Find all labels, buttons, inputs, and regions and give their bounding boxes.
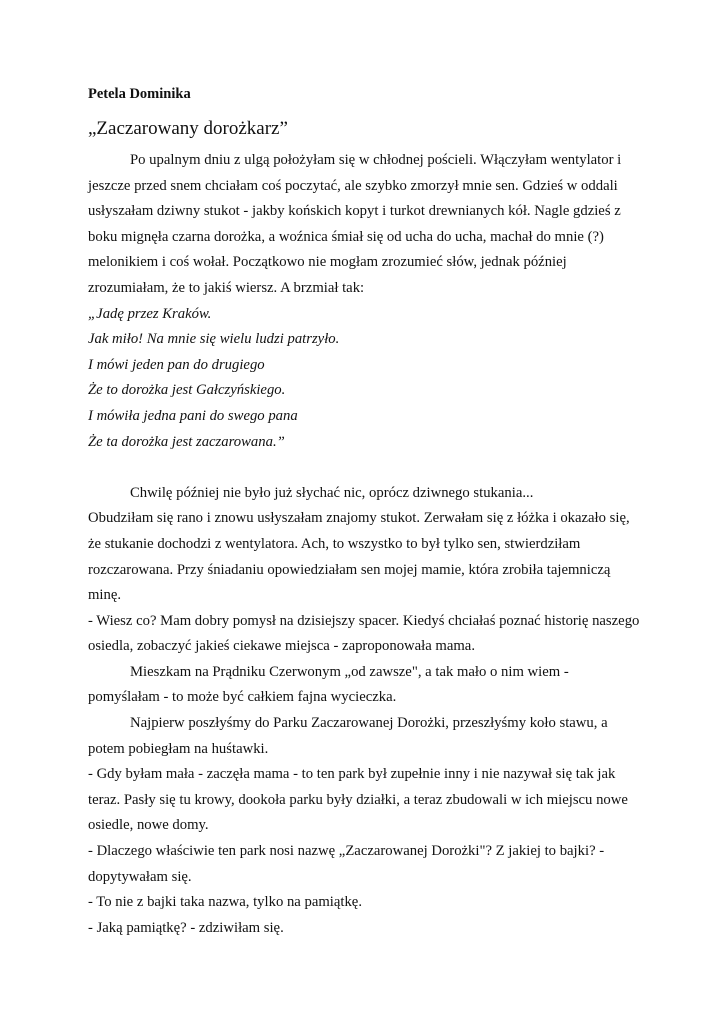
text-line: dopytywałam się. [88, 868, 192, 885]
poem-line: Że ta dorożka jest zaczarowana.” [88, 433, 285, 450]
text-line: - Dlaczego właściwie ten park nosi nazwę „Zaczarowanej Dorożki"? Z jakiej to bajki? - [88, 843, 605, 860]
text-line: minę. [88, 587, 122, 604]
text-line: pomyślałam - to może być całkiem fajna wycieczka. [88, 689, 397, 706]
text-line: Chwilę później nie było już słychać nic, oprócz dziwnego stukania... [130, 484, 534, 501]
document-body [88, 148, 640, 941]
document-title: „Zaczarowany dorożkarz” [88, 118, 288, 139]
text-line: Mieszkam na Prądniku Czerwonym „od zawsze", a tak mało o nim wiem - [130, 663, 569, 680]
text-line: osiedle, nowe domy. [88, 817, 209, 834]
text-line: zrozumiałam, że to jakiś wiersz. A brzmiał tak: [88, 279, 365, 296]
text-line: Po upalnym dniu z ulgą położyłam się w chłodnej pościeli. Włączyłam wentylator i [130, 152, 622, 168]
text-line: - Wiesz co? Mam dobry pomysł na dzisiejszy spacer. Kiedyś chciałaś poznać historię naszego [88, 612, 640, 629]
text-line: Obudziłam się rano i znowu usłyszałam znajomy stukot. Zerwałam się z łóżka i okazało się, [88, 510, 630, 527]
blank-line [88, 455, 640, 481]
text-line: boku mignęła czarna dorożka, a woźnica śmiał się od ucha do ucha, machał do mnie (?) [88, 228, 604, 245]
text-line: - Jaką pamiątkę? - zdziwiłam się. [88, 919, 284, 936]
poem-line: Jak miło! Na mnie się wielu ludzi patrzyło. [88, 331, 340, 348]
text-line: osiedla, zobaczyć jakieś ciekawe miejsca - zaproponowała mama. [88, 638, 475, 655]
poem-line: „Jadę przez Kraków. [88, 305, 212, 322]
text-line: teraz. Pasły się tu krowy, dookoła parku były działki, a teraz zbudowali w ich miejscu nowe [88, 791, 628, 808]
text-line: - To nie z bajki taka nazwa, tylko na pamiątkę. [88, 894, 362, 911]
poem-line: I mówi jeden pan do drugiego [88, 356, 265, 373]
author-name: Petela Dominika [88, 86, 191, 102]
text-line: że stukanie dochodzi z wentylatora. Ach, to wszystko to był tylko sen, stwierdziłam [88, 535, 581, 552]
text-line: - Gdy byłam mała - zaczęła mama - to ten park był zupełnie inny i nie nazywał się tak jak [88, 766, 616, 783]
text-line: jeszcze przed snem chciałam coś poczytać, ale szybko zmorzył mnie sen. Gdzieś w oddali [88, 177, 618, 194]
text-line: usłyszałam dziwny stukot - jakby końskich kopyt i turkot drewnianych kół. Nagle gdzieś z [88, 203, 621, 220]
poem-line: I mówiła jedna pani do swego pana [88, 407, 298, 424]
text-line: rozczarowana. Przy śniadaniu opowiedziałam sen mojej mamie, która zrobiła tajemniczą [88, 561, 611, 578]
text-line: potem pobiegłam na huśtawki. [88, 740, 269, 757]
text-line: melonikiem i coś wołał. Początkowo nie mogłam zrozumieć słów, jednak później [88, 254, 567, 271]
text-line: Najpierw poszłyśmy do Parku Zaczarowanej Dorożki, przeszłyśmy koło stawu, a [130, 715, 608, 732]
poem-line: Że to dorożka jest Gałczyńskiego. [88, 382, 286, 399]
